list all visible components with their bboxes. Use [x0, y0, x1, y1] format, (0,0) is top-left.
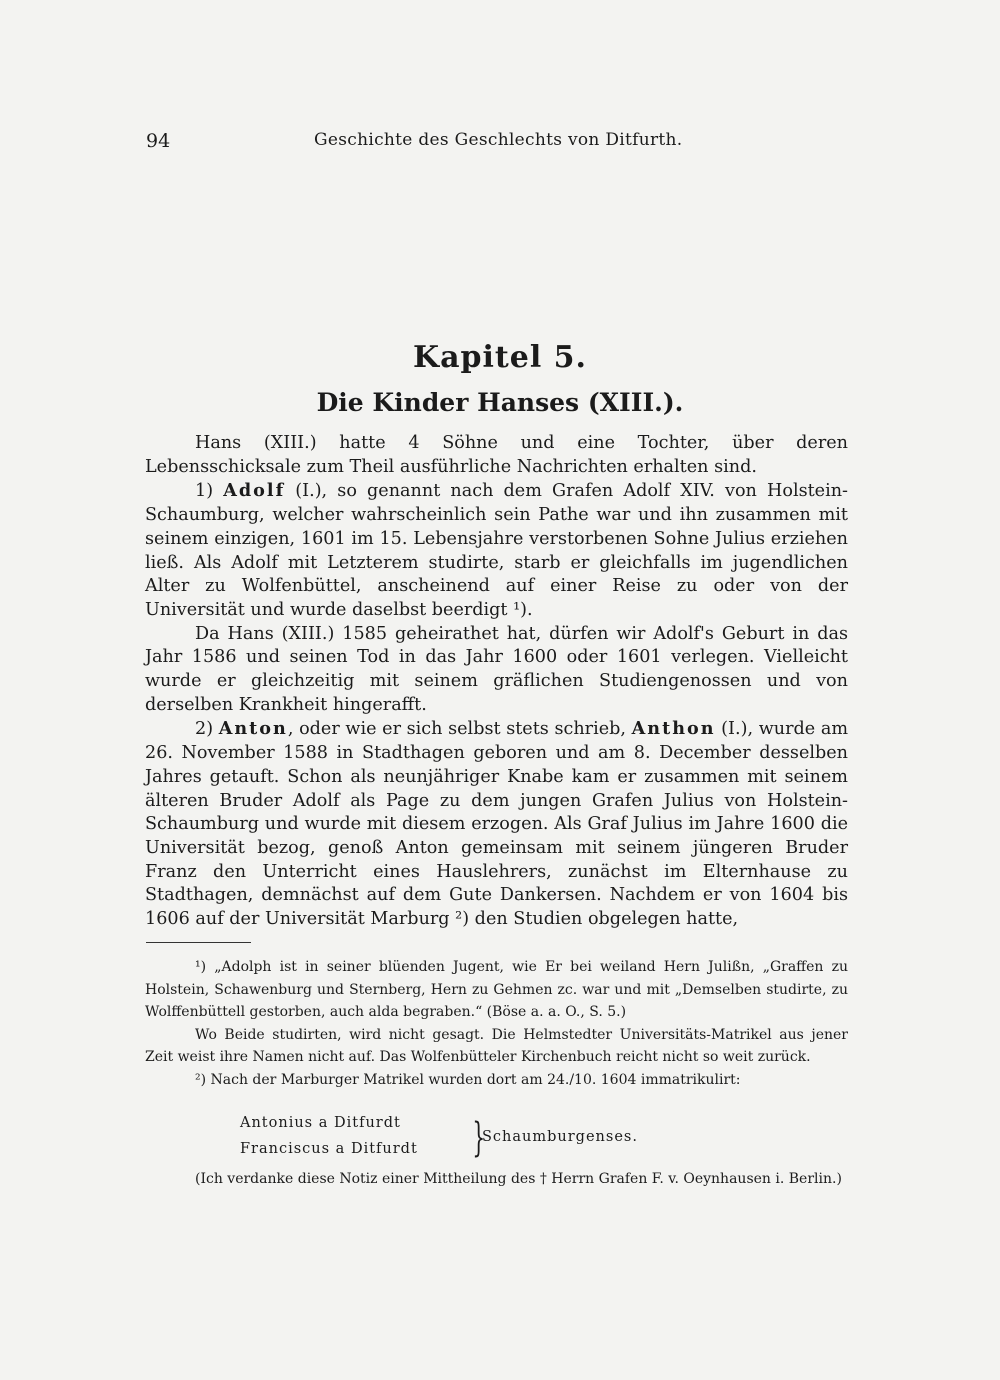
matrikel-name-2: Franciscus a Ditfurdt — [240, 1141, 418, 1157]
matrikel-brace: } — [472, 1115, 486, 1161]
footnote-2: ²) Nach der Marburger Matrikel wurden dort am 24./10. 1604 immatrikulirt: — [195, 1071, 741, 1088]
footnotes — [145, 956, 848, 1091]
adolf-text: (I.), so genannt nach dem Grafen Adolf XIV. von Holstein-Schaumburg, welcher wahrscheinlich sein Pathe war und ihn zusammen mit seinem einzigen, 1601 im 15. Lebensjahre verstorbenen Sohne Julius erziehen ließ. Als Adolf mit Letzterem studirte, starb er gleichfalls im jugendlichen Alter zu Wolfenbüttel, anscheinend auf einer Reise zu oder von der Universität und wurde daselbst beerdigt ¹). — [145, 481, 848, 620]
matrikel-group: Schaumburgenses. — [482, 1129, 638, 1145]
matrikel-name-1: Antonius a Ditfurdt — [240, 1115, 401, 1131]
body-text — [145, 432, 848, 932]
footnote-divider — [146, 942, 251, 943]
chapter-subtitle: Die Kinder Hanses (XIII.). — [316, 388, 684, 417]
footnote-closing — [145, 1168, 848, 1191]
anton-name: Anton — [218, 718, 288, 740]
chapter-title: Kapitel 5. — [413, 340, 587, 375]
footnote-closing-text: (Ich verdanke diese Notiz einer Mittheilung des † Herrn Grafen F. v. Oeynhausen i. Berlin.) — [195, 1171, 842, 1187]
running-title: Geschichte des Geschlechts von Ditfurth. — [314, 130, 683, 150]
anton-mid-text: , oder wie er sich selbst stets schrieb, — [287, 719, 632, 740]
footnote-1: ¹) „Adolph ist in seiner blüenden Jugent, wie Er bei weiland Hern Julißn, „Graffen zu Holstein, Schawenburg und Sternberg, Hern zu Gehmen zc. war und mit „Demselben studirte, zu Wolffenbüttell gestorben, auch alda begraben.“ (Böse a. a. O., S. 5.) — [145, 959, 848, 1020]
anthon-name: Anthon — [631, 718, 716, 740]
adolf-number: 1) — [195, 481, 224, 502]
anton-text: (I.), wurde am 26. November 1588 in Stadthagen geboren und am 8. December desselben Jahres getauft. Schon als neunjähriger Knabe kam er zusammen mit seinem älteren Bruder Adolf als Page zu dem jungen Grafen Julius von Holstein-Schaumburg und wurde mit diesem erzogen. Als Graf Julius im Jahre 1600 die Universität bezog, genoß Anton gemeinsam mit seinem jüngeren Bruder Franz den Unterricht eines Hauslehrers, zunächst im Elternhause zu Stadthagen, demnächst auf dem Gute Dankersen. Nachdem er von 1604 bis 1606 auf der Universität Marburg ²) den Studien obgelegen hatte, — [145, 719, 848, 930]
hans-paragraph: Da Hans (XIII.) 1585 geheirathet hat, dürfen wir Adolf's Geburt in das Jahr 1586 und seinen Tod in das Jahr 1600 oder 1601 verlegen. Vielleicht wurde er gleichzeitig mit seinem gräflichen Studiengenossen und von derselben Krankheit hingerafft. — [145, 623, 848, 715]
footnote-1-continuation: Wo Beide studirten, wird nicht gesagt. Die Helmstedter Universitäts-Matrikel aus jener Zeit weist ihre Namen nicht auf. Das Wolfenbütteler Kirchenbuch reicht nicht so weit zurück. — [145, 1026, 848, 1065]
anton-number: 2) — [195, 719, 219, 740]
page-number: 94 — [146, 130, 171, 152]
adolf-name: Adolf — [223, 480, 286, 502]
anton-paragraph — [145, 717, 848, 931]
intro-paragraph: Hans (XIII.) hatte 4 Söhne und eine Tochter, über deren Lebensschicksale zum Theil ausführliche Nachrichten erhalten sind. — [145, 433, 848, 477]
matrikel-entry — [240, 1115, 740, 1165]
page-header — [146, 130, 866, 156]
adolf-paragraph — [145, 479, 848, 622]
